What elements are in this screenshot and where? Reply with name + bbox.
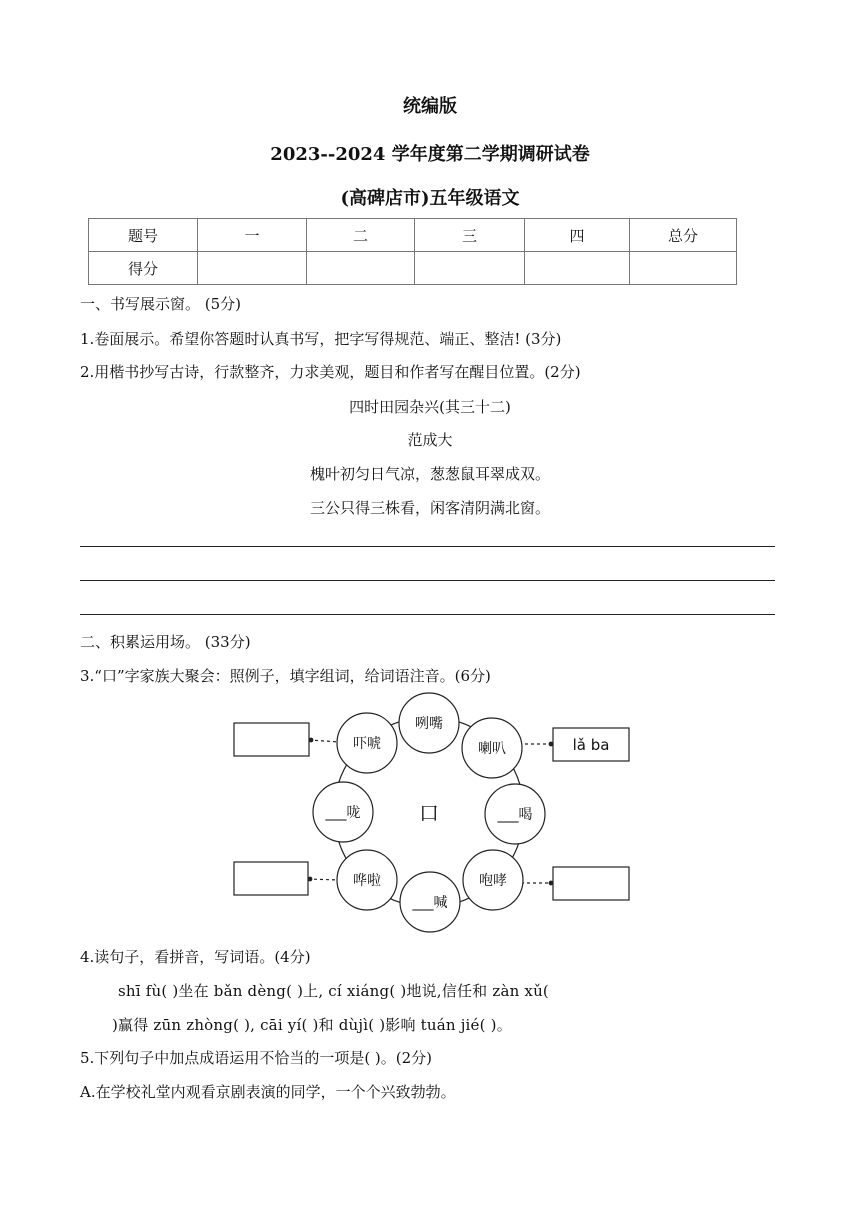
connector-dot — [549, 742, 554, 747]
question-2: 2.用楷书抄写古诗，行款整齐，力求美观，题目和作者写在醒目位置。(2分) — [80, 363, 581, 381]
section2-heading: 二、积累运用场。 (33分) — [80, 633, 251, 651]
circle-word: 喇叭 — [478, 741, 506, 757]
connector-bottom-left — [308, 879, 339, 880]
poem-title: 四时田园杂兴(其三十二) — [349, 398, 511, 416]
question-5: 5.下列句子中加点成语运用不恰当的一项是( )。(2分) — [80, 1049, 433, 1067]
question-4-line-1: shī fù( )坐在 bǎn dèng( )上, cí xiáng( )地说,信任和 zàn xǔ( — [118, 982, 549, 1000]
section1-heading: 一、书写展示窗。 (5分) — [80, 295, 242, 313]
score-row-label: 得分 — [89, 252, 198, 285]
example-pinyin: lǎ ba — [572, 736, 610, 754]
question-5-option-a[interactable]: A.在学校礼堂内观看京剧表演的同学，一个个兴致勃勃。 — [80, 1083, 456, 1101]
circle-word: 咆哮 — [479, 873, 507, 889]
score-header-cell: 三 — [415, 219, 525, 252]
circle-word: ___喝 — [497, 807, 533, 823]
answer-box-bottom-left — [234, 862, 308, 895]
connector-dot — [309, 738, 314, 743]
question-1: 1.卷面展示。希望你答题时认真书写，把字写得规范、端正、整洁! (3分) — [80, 330, 562, 348]
question-4: 4.读句子，看拼音，写词语。(4分) — [80, 948, 311, 966]
score-header-cell: 二 — [307, 219, 415, 252]
exam-subtitle: (高碑店市)五年级语文 — [340, 188, 520, 209]
answer-box-top-left — [234, 723, 309, 756]
connector-top-left — [309, 740, 340, 742]
score-header-cell: 总分 — [630, 219, 737, 252]
circle-word: ___喊 — [412, 895, 448, 911]
question-4-line-2: )赢得 zūn zhòng( ), cāi yí( )和 dùjì( )影响 tuán jié( )。 — [112, 1016, 512, 1034]
score-header-cell: 一 — [198, 219, 307, 252]
poem-line-1: 槐叶初匀日气凉，葱葱鼠耳翠成双。 — [309, 465, 550, 483]
answer-box-bottom-right — [553, 867, 629, 900]
connector-dot — [549, 881, 554, 886]
score-header-cell: 四 — [525, 219, 630, 252]
connector-dot — [308, 877, 313, 882]
circle-word: 咧嘴 — [415, 716, 443, 732]
poem-author: 范成大 — [407, 431, 453, 449]
question-3: 3.“口”字家族大聚会：照例子，填字组词，给词语注音。(6分) — [80, 667, 491, 685]
circle-word: 哗啦 — [353, 873, 381, 889]
circle-word: 吓唬 — [353, 736, 381, 752]
exam-year-title: 2023--2024 学年度第二学期调研试卷 — [270, 144, 590, 165]
poem-line-2: 三公只得三株看，闲客清阴满北窗。 — [309, 499, 550, 517]
diagram-center-char: 口 — [419, 801, 439, 825]
edition-label: 统编版 — [403, 96, 457, 117]
circle-word: ___咙 — [325, 805, 361, 821]
score-header-cell: 题号 — [89, 219, 198, 252]
